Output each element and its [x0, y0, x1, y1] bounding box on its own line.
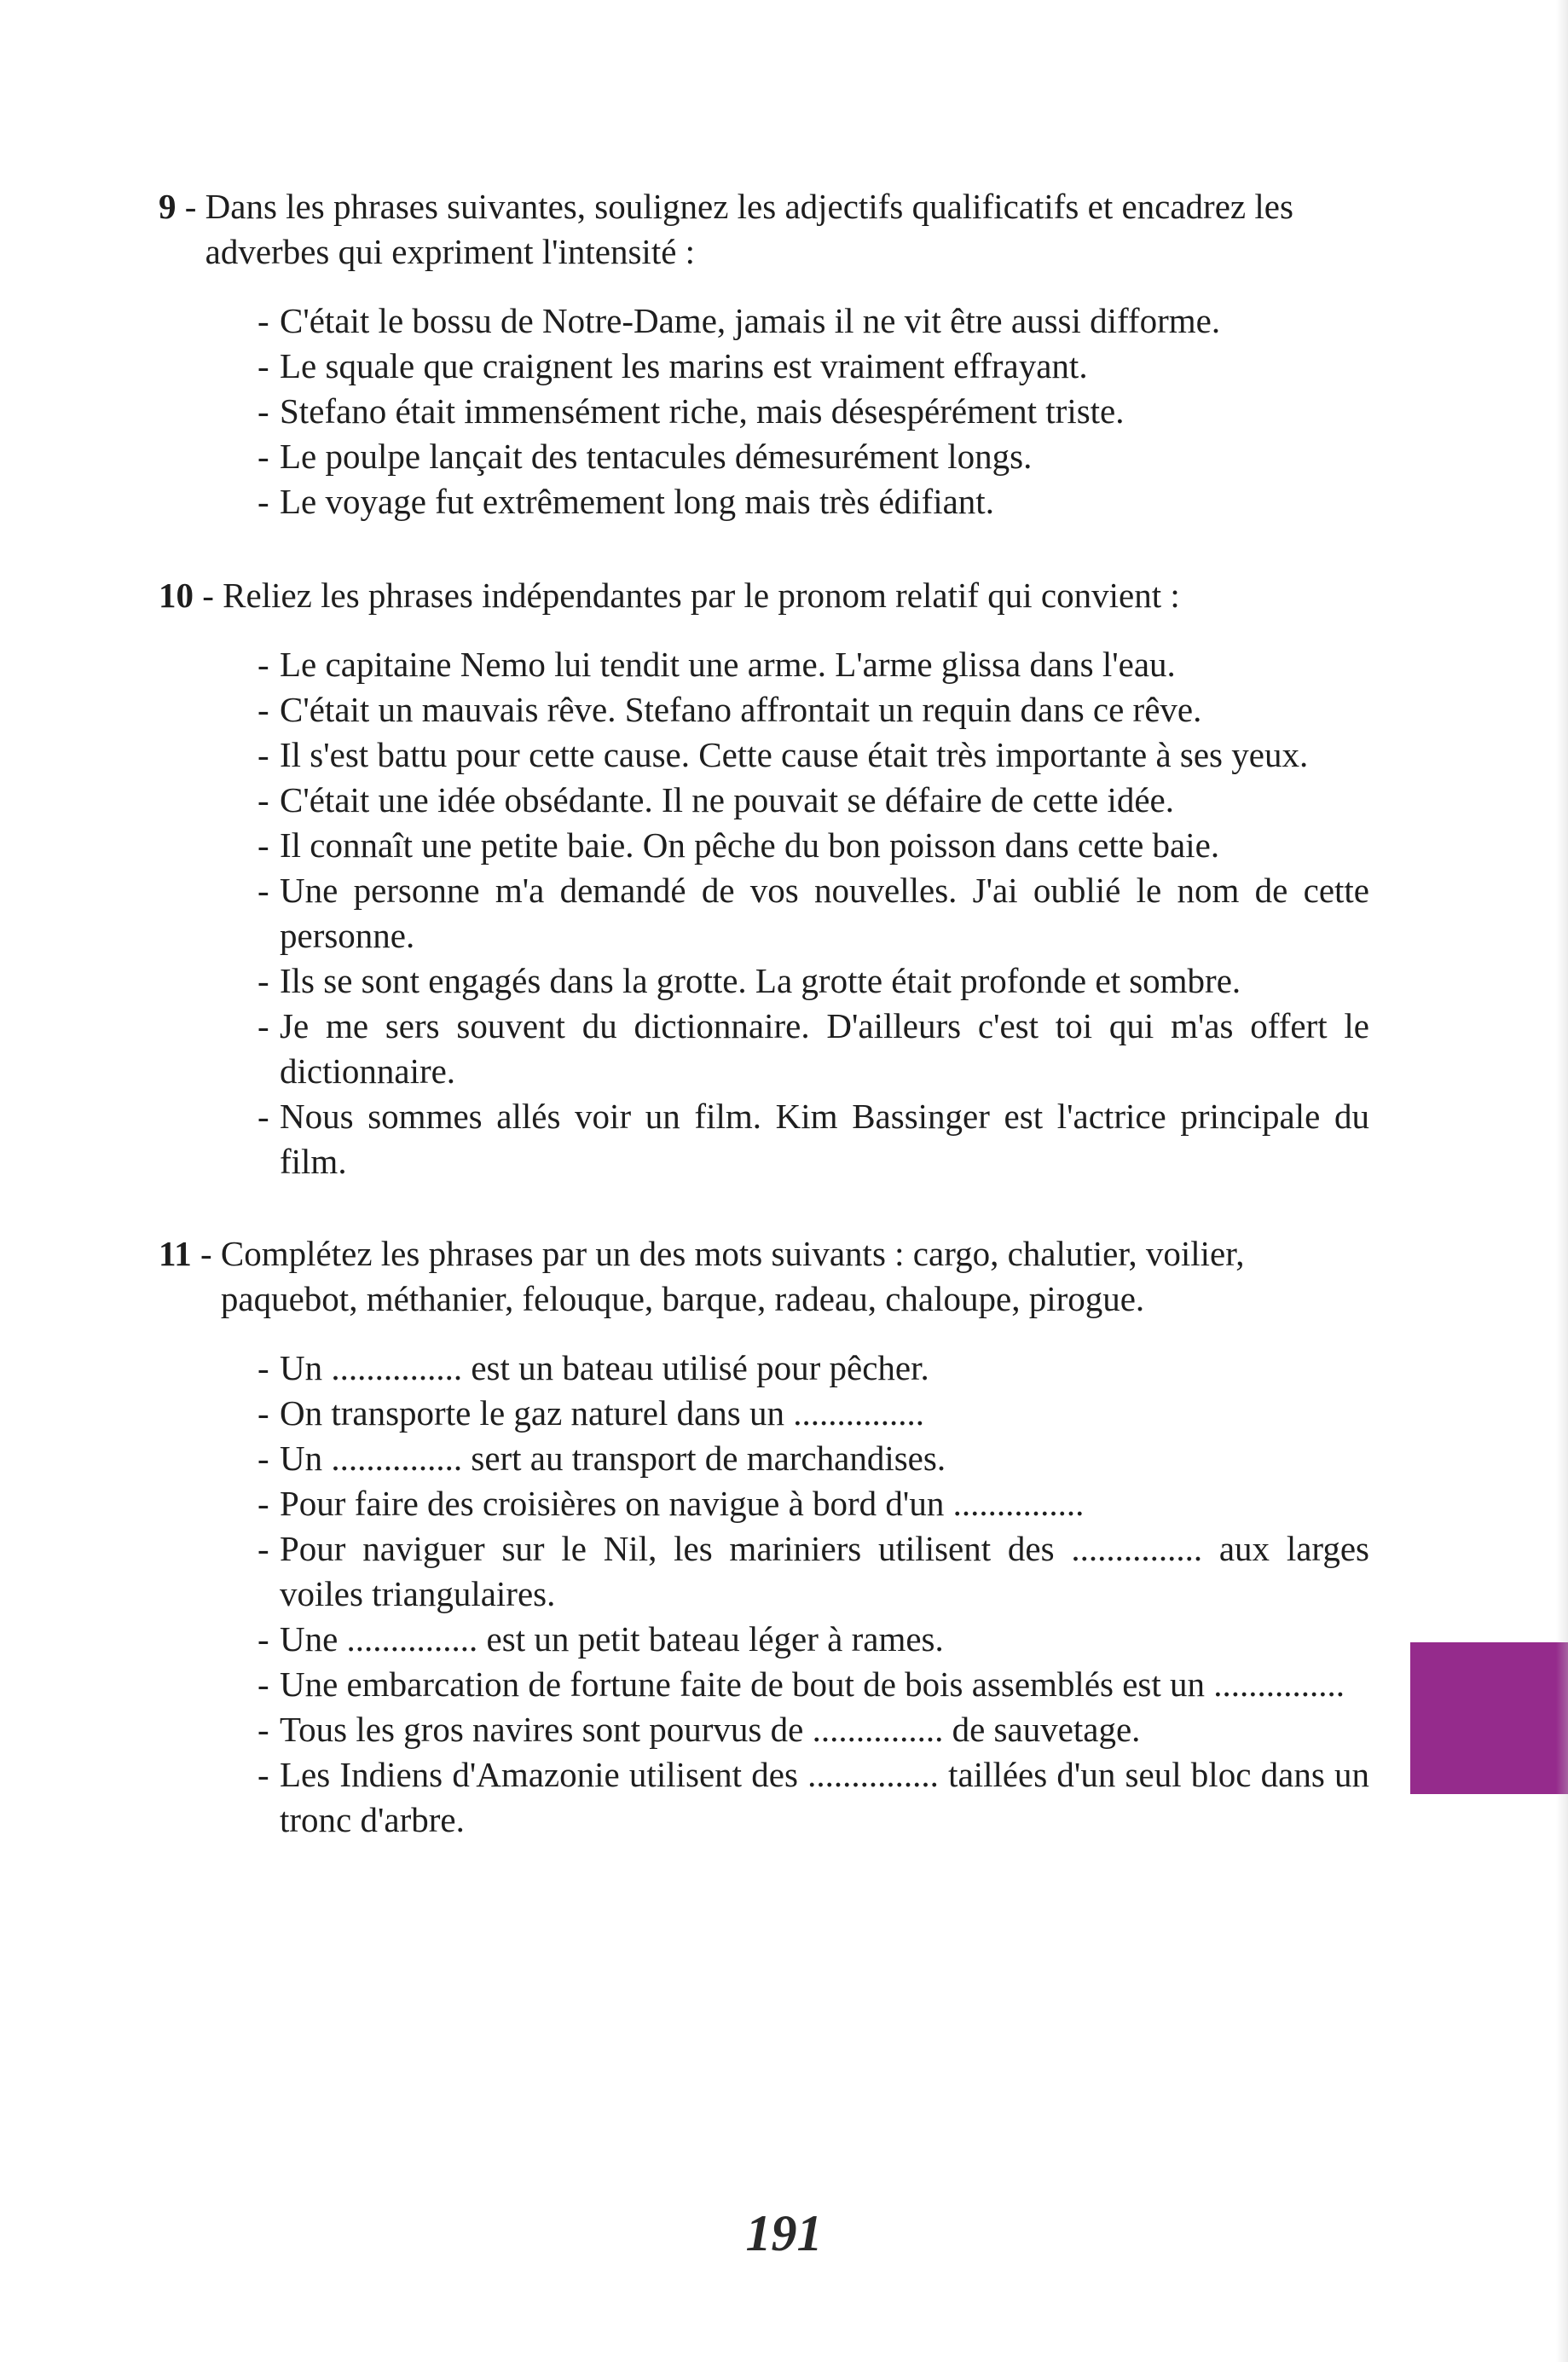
list-item: - C'était le bossu de Notre-Dame, jamais il ne vit être aussi difforme.	[257, 301, 1221, 340]
list-item: - Une personne m'a demandé de vos nouvelles. J'ai oublié le nom de cette personne.	[257, 871, 1369, 955]
exercise-items	[257, 1346, 1369, 1843]
list-item: - Tous les gros navires sont pourvus de ............... de sauvetage.	[257, 1710, 1141, 1749]
list-item: - On transporte le gaz naturel dans un ...............	[257, 1393, 925, 1433]
list-item: - Le voyage fut extrêmement long mais très édifiant.	[257, 482, 994, 521]
exercise-number: 11	[159, 1234, 192, 1273]
list-item: - Nous sommes allés voir un film. Kim Bassinger est l'actrice principale du film.	[257, 1097, 1369, 1181]
exercise-heading: 9 - Dans les phrases suivantes, soulignez les adjectifs qualificatifs et encadrez les adverbes qui expriment l'intensité :	[159, 184, 1369, 275]
exercise-10	[159, 573, 1369, 1184]
list-item: - Une ............... est un petit bateau léger à rames.	[257, 1619, 944, 1659]
list-item: - Le capitaine Nemo lui tendit une arme. L'arme glissa dans l'eau.	[257, 645, 1176, 684]
list-item: - Pour faire des croisières on navigue à bord d'un ...............	[257, 1484, 1085, 1523]
exercise-items	[257, 298, 1369, 524]
list-item: - Pour naviguer sur le Nil, les mariniers utilisent des ............... aux larges voiles triangulaires.	[257, 1529, 1369, 1613]
exercise-instruction: Reliez les phrases indépendantes par le pronom relatif qui convient :	[223, 576, 1180, 615]
page-edge	[1556, 0, 1568, 2362]
exercise-items	[257, 642, 1369, 1184]
exercise-11	[159, 1231, 1369, 1843]
list-item: - Les Indiens d'Amazonie utilisent des ............... taillées d'un seul bloc dans un tronc d'arbre.	[257, 1755, 1369, 1839]
list-item: - Le poulpe lançait des tentacules démesurément longs.	[257, 437, 1033, 476]
list-item: - C'était un mauvais rêve. Stefano affrontait un requin dans ce rêve.	[257, 690, 1202, 729]
list-item: - Il s'est battu pour cette cause. Cette cause était très importante à ses yeux.	[257, 735, 1309, 774]
list-item: - Il connaît une petite baie. On pêche du bon poisson dans cette baie.	[257, 825, 1220, 865]
list-item: - Stefano était immensément riche, mais désespérément triste.	[257, 391, 1125, 431]
page-number: 191	[745, 2205, 823, 2261]
exercise-number: 9	[159, 187, 176, 226]
exercise-heading: 10 - Reliez les phrases indépendantes par le pronom relatif qui convient :	[159, 573, 1369, 618]
chapter-tab-marker	[1410, 1642, 1568, 1794]
exercise-instruction: Dans les phrases suivantes, soulignez les adjectifs qualificatifs et encadrez les adverbes qui expriment l'intensité :	[205, 187, 1293, 271]
list-item: - Je me sers souvent du dictionnaire. D'ailleurs c'est toi qui m'as offert le dictionnaire.	[257, 1006, 1369, 1091]
exercise-9	[159, 184, 1369, 524]
exercise-heading: 11 - Complétez les phrases par un des mots suivants : cargo, chalutier, voilier, paquebot, méthanier, felouque, barque, radeau, chaloupe, pirogue.	[159, 1231, 1369, 1322]
exercise-instruction: Complétez les phrases par un des mots suivants : cargo, chalutier, voilier, paquebot, méthanier, felouque, barque, radeau, chaloupe, pirogue.	[220, 1234, 1245, 1318]
list-item: - Une embarcation de fortune faite de bout de bois assemblés est un ...............	[257, 1664, 1345, 1704]
exercise-number: 10	[159, 576, 194, 615]
list-item: - C'était une idée obsédante. Il ne pouvait se défaire de cette idée.	[257, 780, 1175, 819]
list-item: - Un ............... sert au transport de marchandises.	[257, 1439, 946, 1478]
list-item: - Ils se sont engagés dans la grotte. La grotte était profonde et sombre.	[257, 961, 1241, 1000]
list-item: - Le squale que craignent les marins est vraiment effrayant.	[257, 346, 1088, 385]
list-item: - Un ............... est un bateau utilisé pour pêcher.	[257, 1348, 929, 1387]
